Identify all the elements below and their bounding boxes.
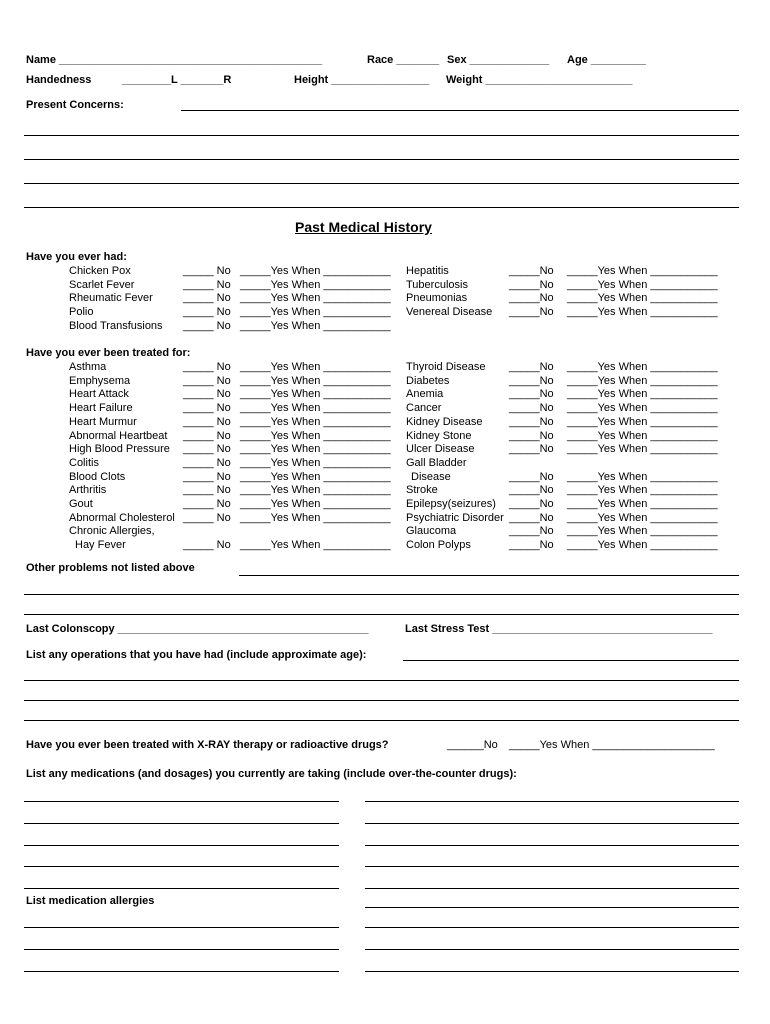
no-option[interactable]: _____ No xyxy=(183,511,231,524)
yes-when-option[interactable]: _____Yes When ___________ xyxy=(567,402,718,415)
no-option[interactable]: _____No xyxy=(509,498,554,510)
yes-when-option[interactable]: _____Yes When ___________ xyxy=(567,306,718,319)
allergies-line[interactable] xyxy=(24,971,339,972)
yes-when-option[interactable]: _____Yes When ___________ xyxy=(567,443,718,456)
condition-label: Heart Attack xyxy=(69,388,129,401)
yes-when-option[interactable]: _____Yes When ___________ xyxy=(240,319,391,332)
yes-when-option[interactable]: _____Yes When ___________ xyxy=(240,415,391,428)
yes-when-option[interactable]: _____Yes When ___________ xyxy=(567,525,718,538)
condition-label: Colitis xyxy=(69,456,99,469)
yes-when-option[interactable]: _____Yes When ___________ xyxy=(240,456,391,469)
no-option[interactable]: _____ No xyxy=(183,388,231,401)
condition-label: Cancer xyxy=(406,402,442,415)
allergies-line[interactable] xyxy=(24,949,339,950)
xray-question: Have you ever been treated with X-RAY therapy or radioactive drugs? xyxy=(26,739,389,751)
present-concerns-line[interactable] xyxy=(181,110,739,111)
no-option[interactable]: _____ No xyxy=(183,402,231,415)
yes-when-option[interactable]: _____Yes When ___________ xyxy=(567,388,718,401)
condition-label: Colon Polyps xyxy=(406,539,471,552)
present-concerns-line[interactable] xyxy=(24,183,739,184)
no-option[interactable]: _____ No xyxy=(183,374,231,387)
no-option[interactable]: _____No xyxy=(509,511,554,524)
yes-when-option[interactable]: _____Yes When ___________ xyxy=(240,429,391,442)
no-option[interactable]: _____No xyxy=(509,278,554,291)
condition-label: Kidney Stone xyxy=(406,429,472,442)
condition-label: Disease xyxy=(411,470,451,483)
no-option[interactable]: _____ No xyxy=(183,319,231,332)
condition-label: Epilepsy(seizures) xyxy=(406,498,496,510)
condition-label: Polio xyxy=(69,306,94,319)
condition-label: Gall Bladder xyxy=(406,456,467,469)
allergies-line[interactable] xyxy=(365,927,739,928)
no-option[interactable]: _____No xyxy=(509,429,554,442)
medications-line[interactable] xyxy=(365,823,739,824)
xray-yes-option[interactable]: _____Yes When ____________________ xyxy=(509,739,715,751)
condition-label: Hepatitis xyxy=(406,265,449,277)
condition-label: Ulcer Disease xyxy=(406,443,475,456)
no-option[interactable]: _____ No xyxy=(183,539,231,552)
yes-when-option[interactable]: _____Yes When ___________ xyxy=(240,306,391,319)
present-concerns-line[interactable] xyxy=(24,207,739,208)
medications-line[interactable] xyxy=(24,866,339,867)
weight-field[interactable]: Weight ________________________ xyxy=(446,74,633,86)
condition-label: Scarlet Fever xyxy=(69,278,135,291)
present-concerns-label: Present Concerns: xyxy=(26,99,124,111)
condition-label: Abnormal Cholesterol xyxy=(69,511,175,524)
condition-label: Asthma xyxy=(69,361,107,373)
handedness-options[interactable]: ________L _______R xyxy=(122,74,232,86)
yes-when-option[interactable]: _____Yes When ___________ xyxy=(567,429,718,442)
no-option[interactable]: _____No xyxy=(509,402,554,415)
yes-when-option[interactable]: _____Yes When ___________ xyxy=(240,292,391,305)
no-option[interactable]: _____ No xyxy=(183,443,231,456)
operations-line[interactable] xyxy=(403,660,739,661)
no-option[interactable]: _____ No xyxy=(183,429,231,442)
condition-label: Stroke xyxy=(406,484,438,497)
condition-label: Tuberculosis xyxy=(406,278,468,291)
sex-field[interactable]: Sex _____________ xyxy=(447,54,550,66)
yes-when-option[interactable]: _____Yes When ___________ xyxy=(567,539,718,552)
condition-label: Rheumatic Fever xyxy=(69,292,153,305)
condition-label: Psychiatric Disorder xyxy=(406,511,504,524)
yes-when-option[interactable]: _____Yes When ___________ xyxy=(567,470,718,483)
yes-when-option[interactable]: _____Yes When ___________ xyxy=(567,498,718,510)
xray-no-option[interactable]: ______No xyxy=(447,739,498,751)
allergies-line[interactable] xyxy=(24,927,339,928)
no-option[interactable]: _____No xyxy=(509,525,554,538)
medications-line[interactable] xyxy=(365,845,739,846)
condition-label: Venereal Disease xyxy=(406,306,493,319)
condition-label: Blood Clots xyxy=(69,470,126,483)
medications-line[interactable] xyxy=(24,888,339,889)
no-option[interactable]: _____No xyxy=(509,415,554,428)
last-stress-test-field[interactable]: Last Stress Test ____________________________________ xyxy=(405,623,713,635)
no-option[interactable]: _____ No xyxy=(183,498,231,510)
condition-label: Emphysema xyxy=(69,374,131,387)
other-problems-line[interactable] xyxy=(24,594,739,595)
last-colonoscopy-field[interactable]: Last Colonscopy _________________________________________ xyxy=(26,623,369,635)
no-option[interactable]: _____ No xyxy=(183,484,231,497)
yes-when-option[interactable]: _____Yes When ___________ xyxy=(240,511,391,524)
operations-label: List any operations that you have had (include approximate age): xyxy=(26,649,367,661)
no-option[interactable]: _____ No xyxy=(183,292,231,305)
no-option[interactable]: _____No xyxy=(509,539,554,552)
no-option[interactable]: _____No xyxy=(509,306,554,319)
condition-label: Diabetes xyxy=(406,374,450,387)
other-problems-line[interactable] xyxy=(24,614,739,615)
no-option[interactable]: _____No xyxy=(509,388,554,401)
yes-when-option[interactable]: _____Yes When ___________ xyxy=(567,484,718,497)
ever-had-label: Have you ever had: xyxy=(26,251,127,263)
no-option[interactable]: _____No xyxy=(509,470,554,483)
no-option[interactable]: _____ No xyxy=(183,470,231,483)
medications-line[interactable] xyxy=(24,845,339,846)
condition-label: Chronic Allergies, xyxy=(69,525,155,538)
height-field[interactable]: Height ________________ xyxy=(294,74,430,86)
no-option[interactable]: _____No xyxy=(509,443,554,456)
yes-when-option[interactable]: _____Yes When ___________ xyxy=(240,539,391,552)
medications-line[interactable] xyxy=(365,888,739,889)
no-option[interactable]: _____No xyxy=(509,374,554,387)
yes-when-option[interactable]: _____Yes When ___________ xyxy=(240,361,391,373)
condition-label: Blood Transfusions xyxy=(69,319,163,332)
no-option[interactable]: _____No xyxy=(509,484,554,497)
no-option[interactable]: _____No xyxy=(509,292,554,305)
operations-line[interactable] xyxy=(24,680,739,681)
name-field[interactable]: Name ___________________________________________ xyxy=(26,54,323,66)
other-problems-line[interactable] xyxy=(239,575,739,576)
yes-when-option[interactable]: _____Yes When ___________ xyxy=(240,402,391,415)
other-problems-label: Other problems not listed above xyxy=(26,562,195,574)
no-option[interactable]: _____ No xyxy=(183,306,231,319)
yes-when-option[interactable]: _____Yes When ___________ xyxy=(240,484,391,497)
allergies-line[interactable] xyxy=(365,949,739,950)
race-field[interactable]: Race _______ xyxy=(367,54,440,66)
condition-label: Thyroid Disease xyxy=(406,361,486,373)
condition-label: Kidney Disease xyxy=(406,415,483,428)
yes-when-option[interactable]: _____Yes When ___________ xyxy=(240,498,391,510)
condition-label: High Blood Pressure xyxy=(69,443,170,456)
yes-when-option[interactable]: _____Yes When ___________ xyxy=(240,374,391,387)
medications-line[interactable] xyxy=(365,866,739,867)
condition-label: Glaucoma xyxy=(406,525,457,538)
handedness-label: Handedness xyxy=(26,74,92,86)
medications-line[interactable] xyxy=(365,801,739,802)
yes-when-option[interactable]: _____Yes When ___________ xyxy=(567,278,718,291)
no-option[interactable]: _____ No xyxy=(183,265,231,277)
no-option[interactable]: _____ No xyxy=(183,361,231,373)
yes-when-option[interactable]: _____Yes When ___________ xyxy=(567,374,718,387)
section-title: Past Medical History xyxy=(295,219,432,235)
treated-for-label: Have you ever been treated for: xyxy=(26,347,191,359)
yes-when-option[interactable]: _____Yes When ___________ xyxy=(567,415,718,428)
present-concerns-line[interactable] xyxy=(24,159,739,160)
yes-when-option[interactable]: _____Yes When ___________ xyxy=(240,443,391,456)
no-option[interactable]: _____No xyxy=(509,265,554,277)
allergies-line[interactable] xyxy=(365,971,739,972)
no-option[interactable]: _____No xyxy=(509,361,554,373)
operations-line[interactable] xyxy=(24,700,739,701)
condition-label: Chicken Pox xyxy=(69,265,131,277)
condition-label: Heart Failure xyxy=(69,402,133,415)
condition-label: Anemia xyxy=(406,388,444,401)
yes-when-option[interactable]: _____Yes When ___________ xyxy=(567,361,718,373)
yes-when-option[interactable]: _____Yes When ___________ xyxy=(240,470,391,483)
condition-label: Arthritis xyxy=(69,484,107,497)
allergies-label: List medication allergies xyxy=(26,895,155,907)
no-option[interactable]: _____ No xyxy=(183,456,231,469)
medications-line[interactable] xyxy=(24,823,339,824)
yes-when-option[interactable]: _____Yes When ___________ xyxy=(567,511,718,524)
yes-when-option[interactable]: _____Yes When ___________ xyxy=(240,388,391,401)
condition-label: Hay Fever xyxy=(75,539,126,552)
age-field[interactable]: Age _________ xyxy=(567,54,646,66)
present-concerns-line[interactable] xyxy=(24,135,739,136)
medications-line[interactable] xyxy=(24,801,339,802)
yes-when-option[interactable]: _____Yes When ___________ xyxy=(567,292,718,305)
allergies-line[interactable] xyxy=(365,907,739,908)
yes-when-option[interactable]: _____Yes When ___________ xyxy=(567,265,718,277)
condition-label: Heart Murmur xyxy=(69,415,137,428)
condition-label: Pneumonias xyxy=(406,292,468,305)
yes-when-option[interactable]: _____Yes When ___________ xyxy=(240,265,391,277)
condition-label: Abnormal Heartbeat xyxy=(69,429,168,442)
condition-label: Gout xyxy=(69,498,93,510)
no-option[interactable]: _____ No xyxy=(183,415,231,428)
operations-line[interactable] xyxy=(24,720,739,721)
no-option[interactable]: _____ No xyxy=(183,278,231,291)
medications-label: List any medications (and dosages) you currently are taking (include over-the-counter drugs): xyxy=(26,768,517,780)
yes-when-option[interactable]: _____Yes When ___________ xyxy=(240,278,391,291)
